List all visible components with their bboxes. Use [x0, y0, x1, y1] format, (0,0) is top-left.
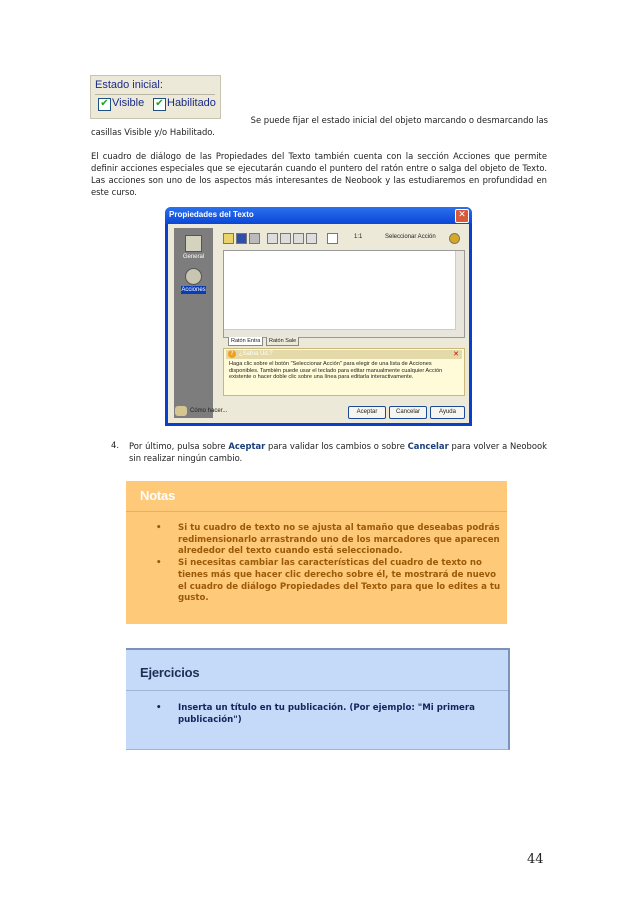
zoom-ratio: 1:1 — [354, 234, 363, 240]
gear-icon — [185, 268, 202, 285]
cut-icon[interactable] — [267, 233, 278, 244]
tab-raton-entra[interactable]: Ratón Entra — [228, 337, 263, 346]
estado-inicial-groupbox — [90, 75, 221, 119]
tip-text: Haga clic sobre el botón "Seleccionar Acción" para elegir de una lista de Acciones disponibles. También puede usar el teclado para editar manualmente cualquier Acción existente o hacer doble clic sobre una línea para editarla interactivamente. — [229, 361, 443, 380]
action-editor-textarea[interactable] — [223, 250, 465, 338]
keyword-aceptar: Aceptar — [228, 441, 266, 451]
intro-line-1: Se puede fijar el estado inicial del objeto marcando o desmarcando las — [250, 115, 548, 125]
sidebar-item-general[interactable] — [177, 235, 210, 260]
dialog-body — [168, 224, 469, 423]
tip-title: ¿Sabía Ud.? — [239, 351, 273, 357]
list-item — [146, 523, 506, 558]
edit-icon[interactable] — [327, 233, 338, 244]
dialog-toolbar — [223, 232, 463, 246]
help-button[interactable]: Ayuda — [430, 406, 465, 419]
paste-icon[interactable] — [293, 233, 304, 244]
como-hacer-link[interactable]: Cómo hacer... — [190, 408, 228, 414]
sidebar-item-label: Acciones — [181, 287, 206, 293]
sidebar-item-acciones[interactable] — [177, 268, 210, 293]
vertical-scrollbar[interactable] — [455, 251, 464, 337]
notas-divider — [126, 511, 507, 512]
list-item — [146, 558, 506, 605]
tip-panel — [223, 348, 465, 396]
ejercicios-box — [126, 648, 510, 750]
habilitado-checkbox-label: Habilitado — [167, 97, 216, 109]
notas-title: Notas — [140, 488, 176, 503]
tab-raton-sale[interactable]: Ratón Sale — [266, 337, 299, 346]
keyword-cancelar: Cancelar — [407, 441, 449, 451]
visible-checkbox-label: Visible — [112, 97, 145, 109]
bullet-icon: • — [156, 558, 162, 569]
action-wizard-icon[interactable] — [449, 233, 460, 244]
copy-icon[interactable] — [280, 233, 291, 244]
dialog-sidebar — [174, 228, 213, 418]
estado-inicial-title: Estado inicial: — [95, 79, 163, 91]
delete-icon[interactable] — [306, 233, 317, 244]
ejercicios-list — [146, 703, 506, 726]
step-4-text-c: para volver a Neobook sin realizar ningún cambio. — [129, 441, 547, 463]
dialog-titlebar — [165, 207, 472, 224]
sidebar-item-label: General — [182, 254, 205, 260]
document-icon — [185, 235, 202, 252]
notas-item-text: Si tu cuadro de texto no se ajusta al tamaño que deseabas podrás redimensionarlo arrastrando uno de los marcadores que aparecen alrededor del texto cuando está seleccionado. — [178, 523, 500, 557]
accept-button[interactable]: Aceptar — [348, 406, 386, 419]
horizontal-scrollbar[interactable] — [224, 329, 456, 337]
groupbox-divider — [95, 94, 215, 95]
save-icon[interactable] — [236, 233, 247, 244]
dialog-footer — [174, 406, 464, 420]
close-icon[interactable]: ✕ — [455, 209, 469, 223]
list-item — [146, 703, 506, 726]
dialog-title: Propiedades del Texto — [169, 210, 254, 219]
help-hint-icon — [175, 406, 187, 416]
close-icon[interactable]: ✕ — [453, 350, 459, 358]
print-icon[interactable] — [249, 233, 260, 244]
open-folder-icon[interactable] — [223, 233, 234, 244]
acciones-paragraph: El cuadro de diálogo de las Propiedades del Texto también cuenta con la sección Acciones que permite definir acciones especiales que se ejecutarán cuando el puntero del ratón entre o salga del objeto de Texto. Las acciones son uno de los aspectos más interesantes de Neobook y las estudiaremos en profundidad en este curso. — [91, 151, 547, 197]
question-icon: ? — [228, 350, 236, 358]
ejercicios-item-text: Inserta un título en tu publicación. (Por ejemplo: "Mi primera publicación") — [178, 703, 475, 725]
step-4-text-a: Por último, pulsa sobre — [129, 441, 229, 451]
notas-list — [146, 523, 506, 605]
list-number: 4. — [111, 440, 119, 450]
select-action-button[interactable]: Seleccionar Acción — [385, 234, 436, 240]
propiedades-texto-dialog — [165, 207, 472, 426]
bullet-icon: • — [156, 523, 162, 533]
step-4-text-b: para validar los cambios o sobre — [265, 441, 408, 451]
ejercicios-title: Ejercicios — [140, 665, 200, 680]
notas-box — [126, 481, 507, 624]
step-4-text — [129, 440, 547, 464]
cancel-button[interactable]: Cancelar — [389, 406, 427, 419]
page-number: 44 — [527, 852, 544, 867]
bullet-icon: • — [156, 703, 162, 713]
ejercicios-divider — [126, 690, 508, 691]
tip-header — [226, 350, 462, 359]
habilitado-checkbox[interactable]: ✔ — [153, 98, 166, 111]
notas-item-text: Si necesitas cambiar las características del cuadro de texto no tienes más que hacer clic derecho sobre él, te mostrará de nuevo el cuadro de diálogo Propiedades del Texto para que lo edites a tu gusto. — [178, 558, 501, 604]
visible-checkbox[interactable]: ✔ — [98, 98, 111, 111]
intro-line-2: casillas Visible y/o Habilitado. — [91, 127, 215, 137]
